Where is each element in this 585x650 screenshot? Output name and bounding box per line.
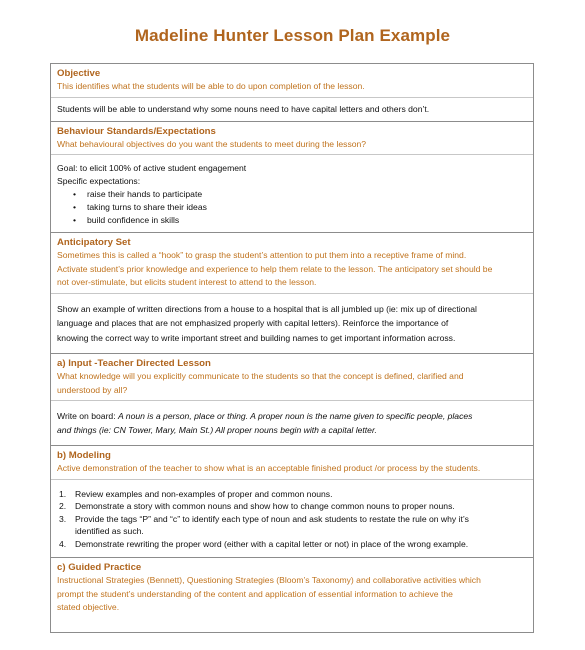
section-title: b) Modeling [57,450,111,461]
list-number: 2. [59,501,67,512]
section-title: a) Input -Teacher Directed Lesson [57,358,211,369]
section-header [51,354,533,401]
section-title: Objective [57,68,101,79]
section-header [51,233,533,294]
section-description: stated objective. [57,602,120,613]
section-description: Sometimes this is called a “hook” to grasp the student’s attention to put them into a receptive frame of mind. [57,250,467,260]
list-number: 4. [59,538,67,549]
section-body [51,480,533,558]
list-text: Review examples and non-examples of proper and common nouns. [75,488,333,499]
section-body [51,618,533,632]
list-text: Demonstrate rewriting the proper word (either with a capital letter or not) in place of the wrong example. [75,538,469,549]
section-body [51,98,533,121]
list-item [57,488,527,501]
lesson-plan-table [50,63,534,633]
specific-expectations-label: Specific expectations: [57,176,141,186]
body-text: Students will be able to understand why some nouns need to have capital letters and others don’t. [57,103,430,114]
list-item [57,500,527,513]
modeling-steps-list [57,488,527,551]
section-description: not over-stimulate, but elicits student interest to attend to the lesson. [57,277,317,287]
list-item: • build confidence in skills [57,214,527,227]
section-header [51,122,533,156]
page-title: Madeline Hunter Lesson Plan Example [134,26,451,45]
body-text [57,409,527,423]
section-body [51,155,533,232]
body-text: knowing the correct way to write important street and building names to get important information across. [57,332,456,343]
list-text: Demonstrate a story with common nouns and show how to change common nouns to proper nouns. [75,501,455,512]
section-title: c) Guided Practice [57,562,142,574]
section-description: What knowledge will you explicitly communicate to the students so that the concept is defined, clarified and [57,371,464,381]
section-description: Activate student’s prior knowledge and experience to help them relate to the lesson. The anticipatory set should be [57,263,493,274]
section-header [51,558,533,618]
list-item: • taking turns to share their ideas [57,201,527,214]
section-description: understood by all? [57,384,128,395]
section-anticipatory-set [51,232,533,353]
body-prefix: Write on board: [57,411,118,421]
section-input [51,353,533,445]
list-item [57,513,527,538]
list-item [57,538,527,551]
section-title: Behaviour Standards/Expectations [57,125,216,137]
section-description: Active demonstration of the teacher to show what is an acceptable finished product /or process by the students. [57,463,481,473]
section-modeling [51,445,533,557]
section-body [51,294,533,354]
section-title: Anticipatory Set [57,237,131,248]
section-description: What behavioural objectives do you want the students to meet during the lesson? [57,138,367,149]
body-text: language and places that are not emphasized properly with capital letters). Reinforce the importance of [57,318,449,328]
section-description: Instructional Strategies (Bennett), Questioning Strategies (Bloom’s Taxonomy) and collaborative activities which [57,575,481,586]
section-guided-practice [51,557,533,632]
section-behaviour [51,121,533,233]
goal-text: Goal: to elicit 100% of active student engagement [57,163,247,173]
section-description: This identifies what the students will be able to do upon completion of the lesson. [57,81,365,91]
section-objective [51,64,533,121]
section-body [51,401,533,445]
body-italic: A noun is a person, place or thing. A proper noun is the name given to specific people, places [117,411,473,421]
list-item: • raise their hands to participate [57,188,527,201]
body-text: Show an example of written directions from a house to a hospital that is all jumbled up (ie: mix up of directional [57,303,477,314]
section-description: prompt the student’s understanding of the content and application of essential information to achieve the [57,588,453,599]
list-text: Provide the tags “P” and “c” to identify each type of noun and ask students to restate the rule on why it’s [75,513,469,524]
list-number: 3. [59,513,67,524]
expectations-list [57,188,527,227]
section-header [51,446,533,480]
list-number: 1. [59,488,67,499]
list-text: identified as such. [75,526,144,537]
section-header [51,64,533,98]
body-italic: and things (ie: CN Tower, Mary, Main St.) All proper nouns begin with a capital letter. [57,425,377,435]
